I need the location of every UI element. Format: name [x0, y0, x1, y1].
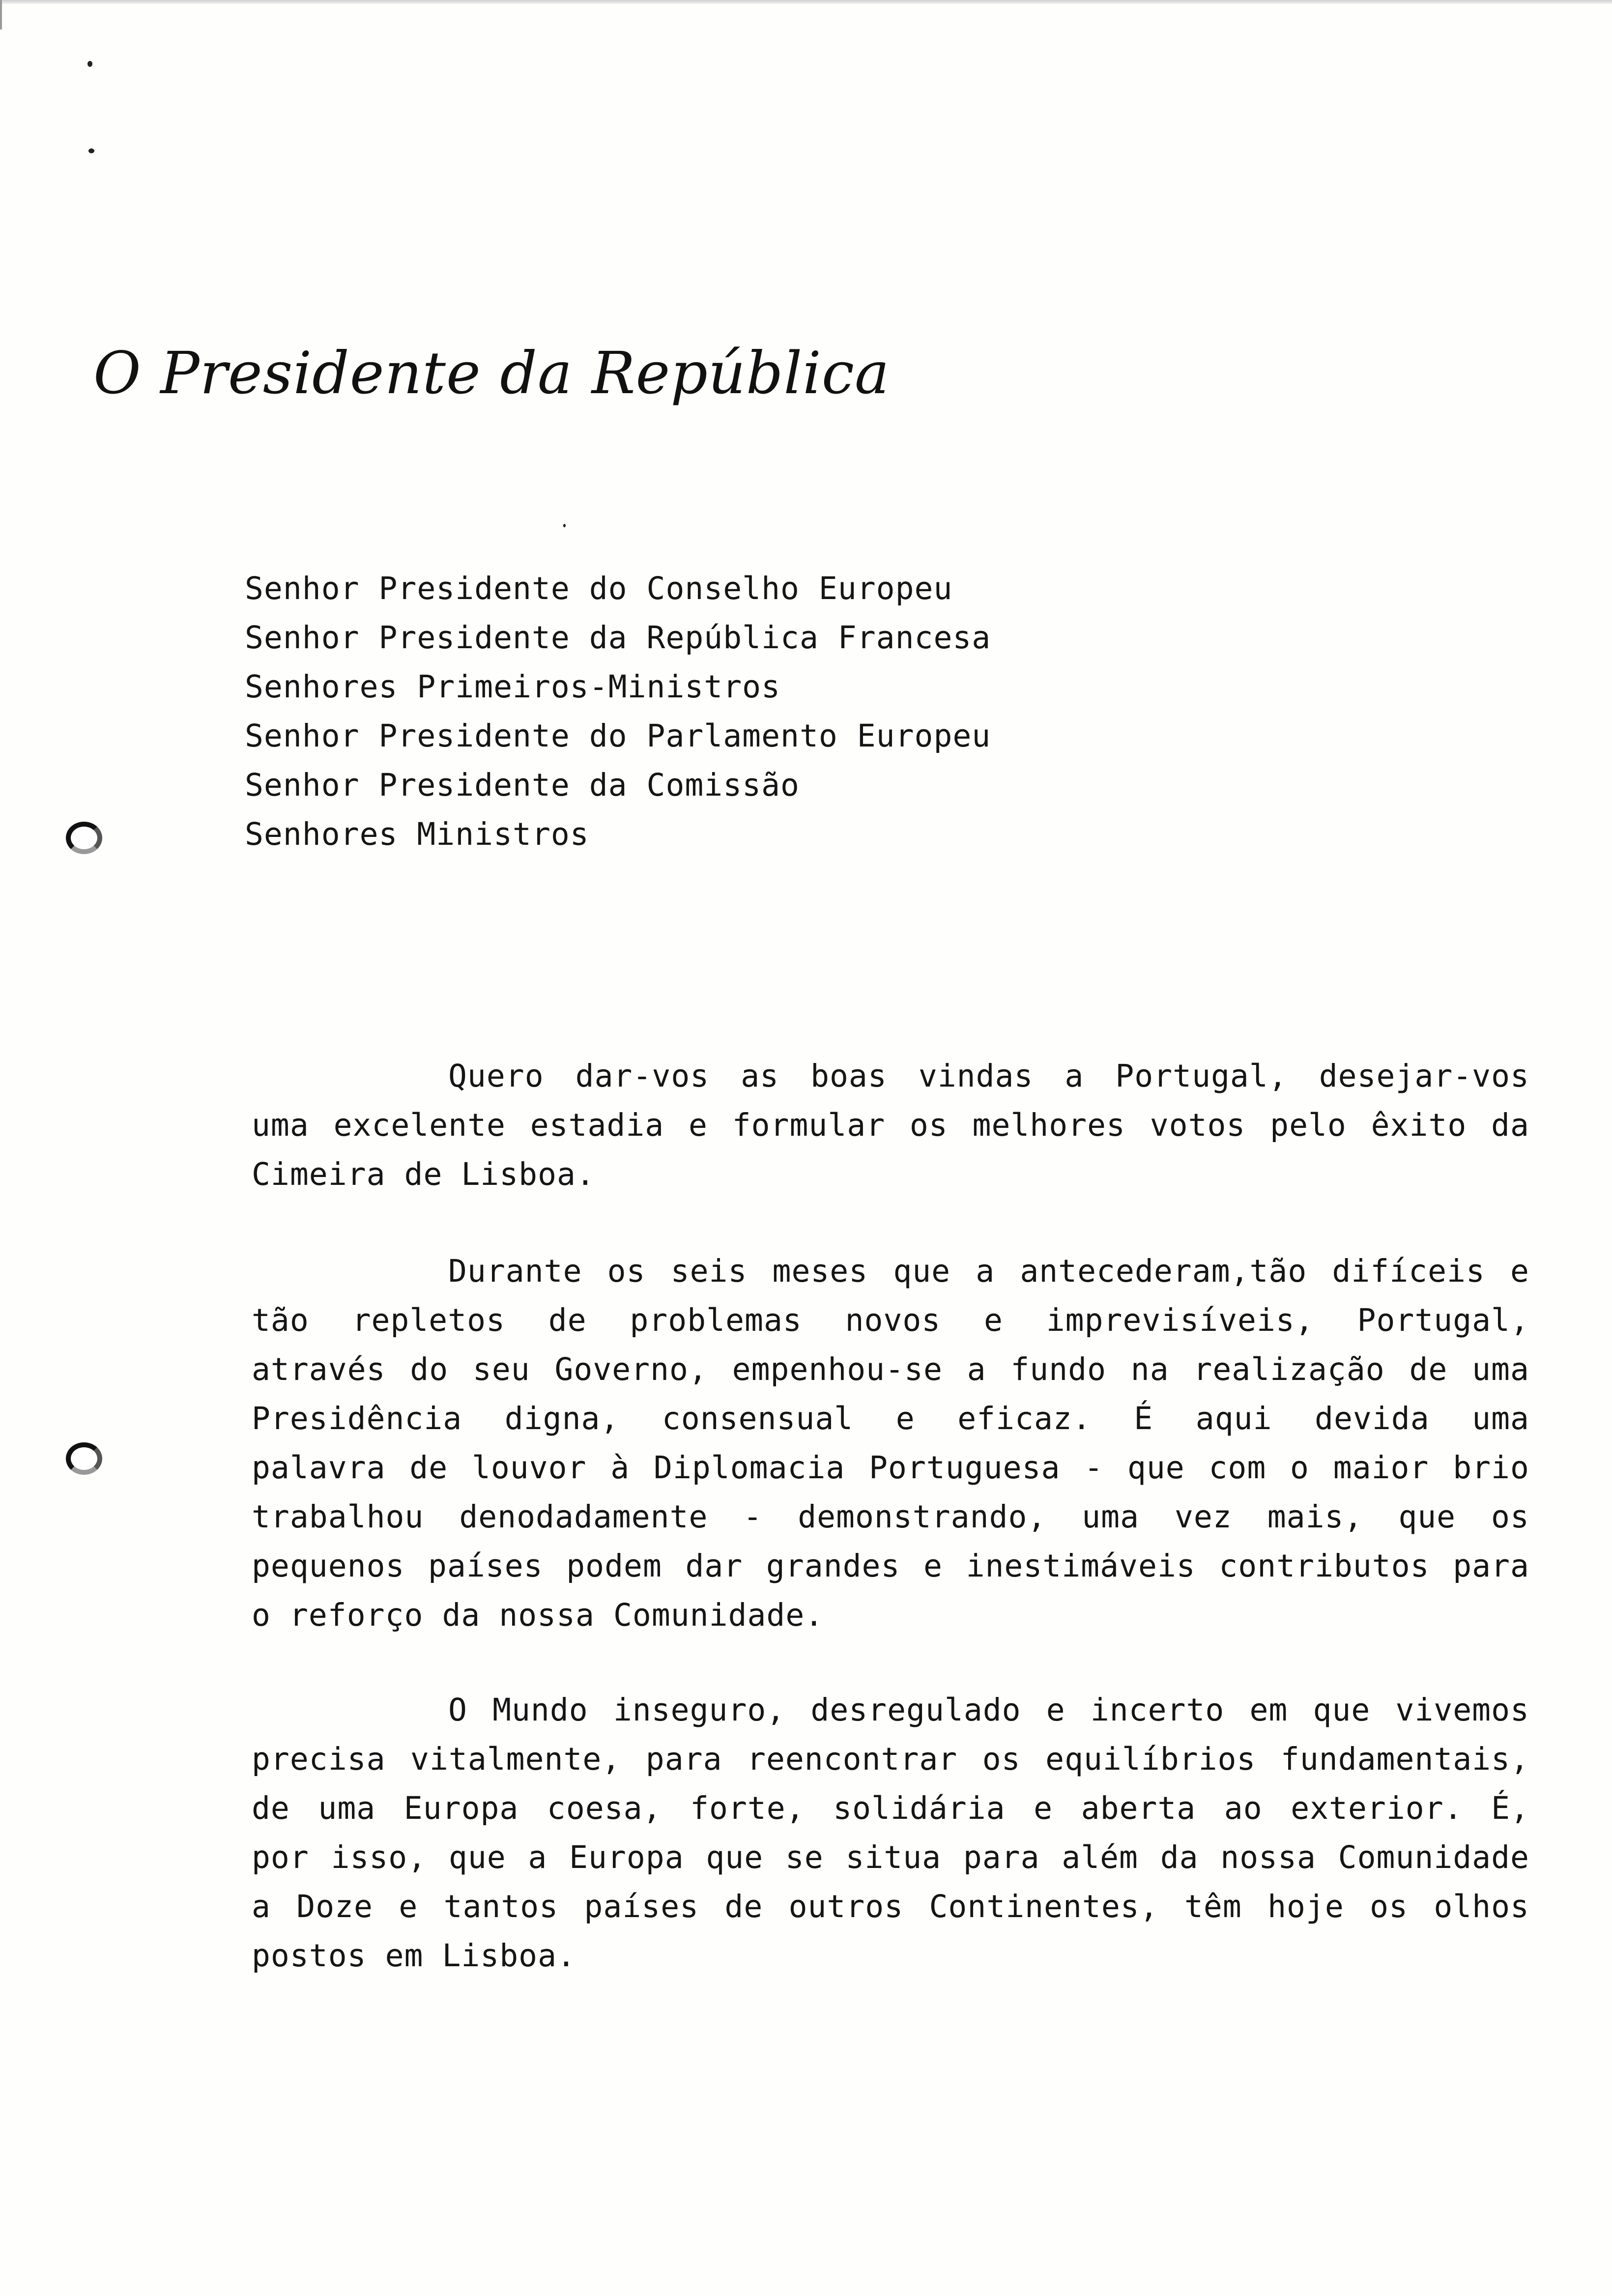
word: vindas: [918, 1058, 1034, 1094]
body-paragraph: [252, 1247, 1529, 1640]
word: -: [743, 1499, 763, 1535]
word: e: [984, 1302, 1003, 1338]
paragraph-line: [252, 1784, 1529, 1833]
word: louvor: [471, 1450, 587, 1486]
word: Comunidade.: [613, 1597, 824, 1633]
word: fundamentais,: [1280, 1741, 1529, 1777]
word: precisa: [252, 1741, 386, 1777]
punch-hole: [66, 822, 102, 854]
word: o: [1290, 1450, 1309, 1486]
word: por: [252, 1839, 309, 1875]
word: que: [1398, 1499, 1456, 1535]
body-paragraph: [252, 1052, 1529, 1199]
word: formular: [732, 1107, 886, 1143]
word: que: [448, 1839, 506, 1875]
word: para: [1453, 1548, 1529, 1584]
word: em: [1249, 1692, 1288, 1728]
paragraph-line: [252, 1101, 1529, 1150]
word: tão: [252, 1302, 309, 1338]
word: dar: [685, 1548, 743, 1584]
word: Governo,: [554, 1351, 708, 1387]
word: Presidência: [252, 1401, 462, 1436]
paragraph-line: [252, 1492, 1529, 1542]
word: Comunidade: [1338, 1839, 1529, 1875]
word: Lisboa.: [442, 1938, 576, 1974]
word: votos: [1150, 1107, 1246, 1143]
word: É: [1134, 1401, 1153, 1436]
letterhead-title: O Presidente da República: [93, 339, 890, 407]
word: vez: [1174, 1499, 1232, 1535]
word: isso,: [331, 1839, 427, 1875]
punch-hole: [66, 1442, 102, 1475]
word: o: [252, 1597, 271, 1633]
word: desregulado: [810, 1692, 1021, 1728]
paragraph-line: [252, 1686, 1529, 1735]
word: da: [1160, 1839, 1199, 1875]
word: na: [1130, 1351, 1169, 1387]
addressee-line: Senhor Presidente do Conselho Europeu: [245, 571, 953, 606]
word: olhos: [1434, 1889, 1529, 1924]
paragraph-line: [252, 1735, 1529, 1784]
addressee-line: Senhores Primeiros-Ministros: [245, 669, 781, 705]
word: Diplomacia: [654, 1450, 845, 1486]
word: nossa: [1220, 1839, 1316, 1875]
word: de: [1409, 1351, 1448, 1387]
word: O: [448, 1692, 467, 1728]
word: excelente: [333, 1107, 506, 1143]
word: da: [1491, 1107, 1529, 1143]
word: de: [252, 1790, 290, 1826]
word: uma: [1472, 1351, 1529, 1387]
word: têm: [1184, 1889, 1242, 1924]
word: denodadamente: [459, 1499, 708, 1535]
paragraph-line: [252, 1833, 1529, 1882]
paragraph-line: [252, 1296, 1529, 1345]
scan-left-edge: [0, 0, 2, 29]
word: em: [385, 1938, 424, 1974]
word: outros: [788, 1889, 904, 1924]
word: Portuguesa: [869, 1450, 1061, 1486]
word: Portugal,: [1115, 1058, 1288, 1094]
word: aberta: [1081, 1790, 1196, 1826]
word: e: [923, 1548, 943, 1584]
word: imprevisíveis,: [1046, 1302, 1314, 1338]
paragraph-line: [252, 1394, 1529, 1443]
word: os: [607, 1253, 646, 1289]
word: ao: [1224, 1790, 1263, 1826]
body-paragraph: [252, 1686, 1529, 1980]
word: se: [785, 1839, 824, 1875]
word: de: [548, 1302, 587, 1338]
word: para: [963, 1839, 1040, 1875]
word: pequenos: [252, 1548, 405, 1584]
word: seis: [670, 1253, 748, 1289]
word: dar-vos: [575, 1058, 710, 1094]
word: empenhou-se: [732, 1351, 943, 1387]
word: contributos: [1219, 1548, 1430, 1584]
word: solidária: [833, 1790, 1006, 1826]
word: desejar-vos: [1319, 1058, 1529, 1094]
word: países: [428, 1548, 543, 1584]
word: à: [610, 1450, 630, 1486]
word: difíceis: [1332, 1253, 1485, 1289]
word: incerto: [1090, 1692, 1225, 1728]
word: através: [252, 1351, 386, 1387]
word: realização: [1193, 1351, 1385, 1387]
word: É,: [1491, 1790, 1529, 1826]
paragraph-line: [252, 1247, 1529, 1296]
word: os: [909, 1107, 948, 1143]
word: maior: [1333, 1450, 1429, 1486]
word: Mundo: [492, 1692, 588, 1728]
word: uma: [1082, 1499, 1140, 1535]
word: do: [410, 1351, 449, 1387]
word: trabalhou: [252, 1499, 424, 1535]
word: com: [1209, 1450, 1267, 1486]
word: Europa: [569, 1839, 684, 1875]
word: podem: [566, 1548, 662, 1584]
word: vivemos: [1395, 1692, 1529, 1728]
word: problemas: [630, 1302, 802, 1338]
word: aqui: [1195, 1401, 1272, 1436]
word: a: [252, 1889, 271, 1924]
word: inestimáveis: [966, 1548, 1196, 1584]
word: Europa: [403, 1790, 519, 1826]
word: eficaz.: [957, 1401, 1092, 1436]
word: uma: [318, 1790, 376, 1826]
word: inseguro,: [613, 1692, 786, 1728]
word: para: [645, 1741, 722, 1777]
paragraph-line: [252, 1542, 1529, 1591]
word: e: [1510, 1253, 1529, 1289]
word: países: [584, 1889, 699, 1924]
word: -: [1084, 1450, 1104, 1486]
word: reforço: [289, 1597, 424, 1633]
addressee-line: Senhor Presidente do Parlamento Europeu: [245, 718, 991, 754]
word: uma: [1472, 1401, 1529, 1436]
addressee-line: Senhores Ministros: [245, 816, 589, 852]
word: e: [1046, 1692, 1065, 1728]
word: seu: [472, 1351, 530, 1387]
word: Continentes,: [929, 1889, 1159, 1924]
addressee-line: Senhor Presidente da República Francesa: [245, 620, 991, 656]
word: estadia: [530, 1107, 664, 1143]
word: êxito: [1371, 1107, 1467, 1143]
word: tantos: [443, 1889, 559, 1924]
word: exterior.: [1291, 1790, 1463, 1826]
word: os: [1370, 1889, 1408, 1924]
word: situa: [845, 1839, 942, 1875]
word: postos: [252, 1938, 367, 1974]
word: antecederam,tão: [1020, 1253, 1307, 1289]
word: a: [1065, 1058, 1084, 1094]
word: nossa: [499, 1597, 595, 1633]
word: e: [1034, 1790, 1053, 1826]
word: Lisboa.: [461, 1156, 595, 1192]
scan-speck: [87, 61, 92, 67]
word: mais,: [1267, 1499, 1363, 1535]
paragraph-line: [252, 1443, 1529, 1492]
scan-speck: [88, 148, 94, 153]
word: melhores: [972, 1107, 1125, 1143]
paragraph-line: [252, 1931, 1529, 1980]
word: devida: [1315, 1401, 1430, 1436]
word: de: [409, 1450, 448, 1486]
word: boas: [810, 1058, 887, 1094]
word: meses: [772, 1253, 868, 1289]
word: Doze: [296, 1889, 373, 1924]
paragraph-line: [252, 1882, 1529, 1931]
addressee-list: [245, 564, 991, 859]
paragraph-line: [252, 1345, 1529, 1394]
word: e: [688, 1107, 708, 1143]
word: a: [976, 1253, 995, 1289]
word: Portugal,: [1357, 1302, 1529, 1338]
word: que: [706, 1839, 764, 1875]
word: Cimeira: [252, 1156, 386, 1192]
word: a: [967, 1351, 986, 1387]
scan-top-edge: [0, 0, 1612, 4]
scan-speck: [563, 524, 566, 527]
word: fundo: [1010, 1351, 1107, 1387]
word: demonstrando,: [798, 1499, 1047, 1535]
word: que: [1127, 1450, 1185, 1486]
word: de: [724, 1889, 763, 1924]
word: pelo: [1270, 1107, 1347, 1143]
word: vitalmente,: [410, 1741, 621, 1777]
word: de: [404, 1156, 443, 1192]
word: Quero: [448, 1058, 544, 1094]
word: coesa,: [547, 1790, 662, 1826]
word: as: [741, 1058, 779, 1094]
word: e: [399, 1889, 418, 1924]
word: digna,: [504, 1401, 620, 1436]
word: consensual: [662, 1401, 854, 1436]
word: brio: [1453, 1450, 1529, 1486]
word: reencontrar: [747, 1741, 958, 1777]
word: grandes: [766, 1548, 900, 1584]
word: a: [528, 1839, 547, 1875]
addressee-line: Senhor Presidente da Comissão: [245, 767, 800, 803]
paragraph-line: [252, 1591, 1529, 1640]
word: equilíbrios: [1045, 1741, 1256, 1777]
paragraph-line: [252, 1150, 1529, 1199]
word: e: [895, 1401, 915, 1436]
word: os: [1491, 1499, 1529, 1535]
word: Durante: [448, 1253, 582, 1289]
word: uma: [252, 1107, 309, 1143]
word: palavra: [252, 1450, 386, 1486]
word: repletos: [352, 1302, 506, 1338]
word: além: [1062, 1839, 1138, 1875]
word: que: [1313, 1692, 1371, 1728]
word: os: [982, 1741, 1021, 1777]
word: da: [442, 1597, 481, 1633]
word: forte,: [690, 1790, 805, 1826]
word: novos: [845, 1302, 941, 1338]
word: que: [893, 1253, 951, 1289]
word: hoje: [1267, 1889, 1344, 1924]
paragraph-line: [252, 1052, 1529, 1101]
